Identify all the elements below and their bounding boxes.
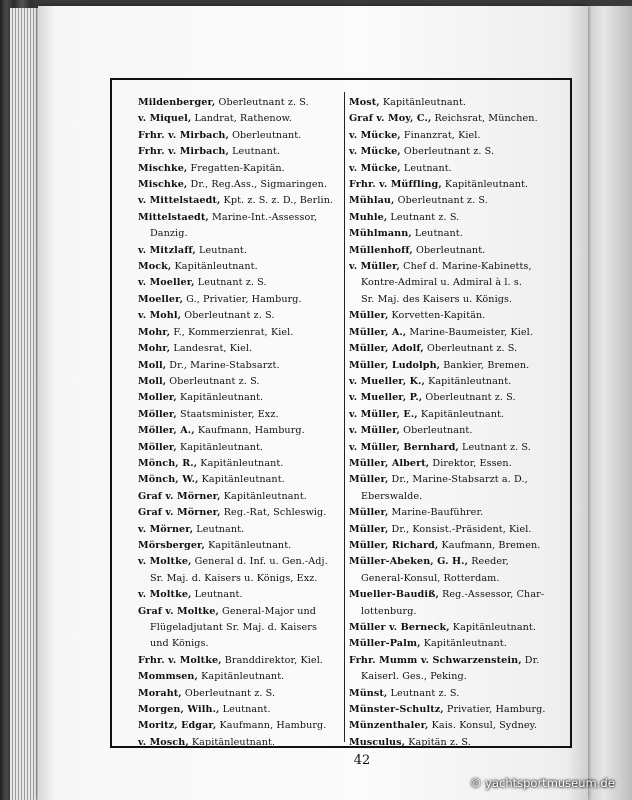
entry-details: Leutnant. [228,146,281,158]
directory-entry [138,243,343,259]
entry-details: Leutnant z. S. [458,441,531,453]
entry-details: Leutnant z. S. [387,211,460,223]
directory-entry [138,669,343,685]
entry-name: Mischke, [138,179,188,191]
entry-name: Möller, [138,441,177,453]
entry-name: v. Mohl, [138,310,182,322]
directory-entry [138,275,343,291]
entry-name: Graf v. Moy, C., [349,113,432,125]
entry-details: Kaufmann, Hamburg. [194,425,305,437]
entry-name: v. Mittelstaedt, [138,195,221,207]
entry-details: Kapitänleutnant. [197,457,284,469]
entry-details: Reg.-Assessor, Char- [438,589,545,601]
entry-name: Müller, [349,523,389,535]
entry-details: General-Major und [218,605,316,617]
directory-entry [349,554,575,570]
entry-name: v. Moltke, [138,556,192,568]
entry-details: Eberswalde. [361,490,423,502]
directory-entry [349,653,575,669]
entry-details: Finanzrat, Kiel. [400,129,481,141]
directory-entry [138,472,343,488]
directory-entry [349,505,575,521]
entry-details: F., Kommerzienrat, Kiel. [170,326,294,338]
entry-name: Müller-Palm, [349,638,421,650]
entry-name: Müller, Richard, [349,539,439,551]
entry-details: Korvetten-Kapitän. [388,310,486,322]
directory-entry [138,505,343,521]
entry-details: Leutnant. [191,589,243,601]
directory-entry [138,440,343,456]
entry-details: Chef d. Marine-Kabinetts, [399,261,532,273]
directory-entry-continuation [349,275,575,291]
entry-details: Oberleutnant z. S. [423,343,518,355]
column-divider [344,92,345,742]
directory-entry [138,604,343,620]
directory-entry [138,686,343,702]
entry-details: Kaiserl. Ges., Peking. [361,671,467,683]
entry-name: Mörsberger, [138,539,205,551]
directory-entry-continuation [349,571,575,587]
entry-details: Sr. Maj. d. Kaisers u. Königs, Exz. [150,572,318,584]
entry-name: v. Mosch, [138,736,189,748]
directory-entry [138,358,343,374]
entry-details: Kapitänleutnant. [198,474,285,486]
directory-entry [349,243,575,259]
entry-name: Mönch, W., [138,474,199,486]
entry-name: Mueller-Baudiß, [349,589,439,601]
directory-entry [349,193,575,209]
directory-entry [138,702,343,718]
directory-entry-continuation [138,226,343,242]
entry-name: Müller, [349,310,389,322]
entry-details: Oberleutnant z. S. [215,97,309,108]
directory-entry [138,407,343,423]
entry-name: Müller, Ludolph, [349,359,441,371]
entry-name: v. Miquel, [138,113,192,125]
directory-entry [349,538,575,554]
directory-entry [349,111,575,127]
entry-name: Moritz, Edgar, [138,720,217,732]
entry-details: Reeder, [468,556,509,568]
directory-entry-continuation [349,669,575,685]
entry-details: Kapitänleutnant. [379,97,467,108]
directory-entry [349,358,575,374]
entry-name: Münzenthaler, [349,720,429,732]
entry-name: Müllenhoff, [349,244,413,256]
entry-name: Mühlmann, [349,228,412,240]
entry-name: Mönch, R., [138,457,198,469]
entry-details: Branddirektor, Kiel. [221,654,324,666]
entry-details: Marine-Int.-Assessor, [208,211,318,223]
entry-details: Kapitänleutnant. [420,638,507,650]
entry-name: Möller, A., [138,425,195,437]
entry-details: Landesrat, Kiel. [170,343,253,355]
facing-page-edge [585,6,632,800]
directory-entry [138,177,343,193]
book-page-edges [10,8,40,800]
entry-details: General d. Inf. u. Gen.-Adj. [191,556,328,568]
directory-entry [138,374,343,390]
entry-name: Mittelstaedt, [138,211,209,223]
entry-details: Kapitänleutnant. [176,392,264,404]
entry-name: Frhr. Mumm v. Schwarzenstein, [349,654,522,666]
entry-details: Kapitänleutnant. [197,671,285,683]
directory-entry [138,308,343,324]
entry-details: General-Konsul, Rotterdam. [361,572,500,584]
directory-entry [349,390,575,406]
right-column [349,95,575,751]
entry-details: Kaufmann, Hamburg. [216,720,327,732]
entry-name: Graf v. Mörner, [138,490,221,502]
entry-details: Leutnant. [219,704,271,716]
entry-name: Müller, Albert, [349,457,430,469]
entry-name: Müller, [349,507,389,519]
directory-entry [138,210,343,226]
entry-details: Leutnant z. S. [194,277,267,289]
directory-entry [138,554,343,570]
entry-details: Oberleutnant z. S. [166,375,260,387]
entry-details: Kapitän z. S. [405,736,471,748]
entry-details: G., Privatier, Hamburg. [183,293,302,305]
entry-details: Fregatten-Kapitän. [187,162,285,174]
entry-details: Bankier, Bremen. [440,359,530,371]
directory-entry [138,587,343,603]
page-number: 42 [353,753,371,768]
entry-name: Müller-Abeken, G. H., [349,556,469,568]
entry-name: v. Mücke, [349,146,401,158]
entry-details: Oberleutnant. [399,425,473,437]
entry-name: v. Moeller, [138,277,195,289]
entry-details: Oberleutnant z. S. [181,687,276,699]
entry-name: Frhr. v. Mirbach, [138,146,229,158]
entry-details: Leutnant. [400,162,452,174]
directory-entry [138,423,343,439]
directory-entry [138,538,343,554]
entry-details: Oberleutnant z. S. [422,392,516,404]
directory-entry [138,95,343,111]
entry-name: Moeller, [138,293,184,305]
entry-details: Kapitänleutnant. [204,539,292,551]
directory-entry-continuation [349,292,575,308]
directory-entry [349,702,575,718]
directory-entry [138,341,343,357]
directory-entry [138,718,343,734]
entry-details: Leutnant z. S. [387,687,460,699]
entry-name: v. Mücke, [349,162,401,174]
entry-name: v. Müller, E., [349,408,418,420]
entry-details: Dr., Marine-Stabsarzt a. D., [388,474,528,486]
directory-entry [349,440,575,456]
entry-name: Müller, [349,474,389,486]
entry-details: Kapitänleutnant. [220,490,307,502]
entry-details: lottenburg. [361,605,417,617]
entry-details: Oberleutnant z. S. [394,195,488,207]
entry-details: Dr. [521,654,540,666]
entry-name: Graf v. Moltke, [138,605,219,617]
entry-name: Müller v. Berneck, [349,622,450,633]
entry-details: Marine-Baumeister, Kiel. [406,326,534,338]
directory-entry [138,325,343,341]
directory-entry [349,587,575,603]
directory-entry [138,128,343,144]
directory-entry [138,111,343,127]
directory-entry [349,177,575,193]
directory-entry [349,210,575,226]
directory-entry-continuation [349,604,575,620]
directory-entry [349,472,575,488]
entry-name: v. Mücke, [349,129,401,141]
entry-details: Kpt. z. S. z. D., Berlin. [220,195,334,207]
entry-details: Oberleutnant z. S. [181,310,275,322]
directory-entry [349,423,575,439]
entry-details: und Königs. [150,638,209,650]
entry-details: Staatsminister, Exz. [176,408,279,420]
entry-details: Leutnant. [193,523,245,535]
entry-name: Moller, [138,392,177,404]
entry-name: Frhr. v. Mirbach, [138,129,229,141]
directory-entry [138,522,343,538]
entry-name: Moll, [138,375,167,387]
directory-entry [349,259,575,275]
directory-entry [349,95,575,111]
directory-entry [349,620,575,636]
directory-entry [138,292,343,308]
directory-entry [349,636,575,652]
entry-name: Mommsen, [138,671,198,683]
entry-details: Dr., Reg.Ass., Sigmaringen. [187,179,328,191]
entry-name: Morgen, Wilh., [138,704,220,716]
entry-details: Kapitänleutnant. [188,736,276,748]
entry-details: Dr., Konsist.-Präsident, Kiel. [388,523,532,535]
directory-entry [349,407,575,423]
entry-name: v. Mörner, [138,523,194,535]
entry-details: Reichsrat, München. [431,113,538,125]
directory-entry [138,390,343,406]
entry-name: Müller, Adolf, [349,343,424,355]
entry-name: v. Müller, [349,261,400,273]
directory-entry [349,735,575,751]
directory-entry [138,489,343,505]
directory-entry [349,128,575,144]
entry-name: Mischke, [138,162,188,174]
directory-entry [138,161,343,177]
entry-name: Musculus, [349,736,406,748]
entry-details: Reg.-Rat, Schleswig. [220,507,327,519]
directory-entry [349,161,575,177]
entry-name: v. Moltke, [138,589,192,601]
directory-entry [349,325,575,341]
entry-name: Mohr, [138,326,171,338]
entry-details: Danzig. [150,228,188,240]
directory-entry [138,653,343,669]
entry-name: Mohr, [138,343,171,355]
entry-name: Münster-Schultz, [349,704,444,716]
entry-name: Moraht, [138,687,182,699]
directory-entry [349,374,575,390]
entry-details: Kapitänleutnant. [417,408,505,420]
entry-details: Kaufmann, Bremen. [438,539,541,551]
entry-details: Kapitänleutnant. [449,622,537,633]
entry-name: v. Mueller, P., [349,392,423,404]
entry-details: Kapitänleutnant. [171,261,258,273]
directory-entry [138,193,343,209]
entry-name: Möller, [138,408,177,420]
directory-entry [138,259,343,275]
entry-details: Kais. Konsul, Sydney. [428,720,538,732]
directory-entry-continuation [138,636,343,652]
directory-entry [138,456,343,472]
entry-details: Kontre-Admiral u. Admiral à l. s. [361,277,523,289]
directory-entry-continuation [138,620,343,636]
entry-name: v. Mitzlaff, [138,244,196,256]
entry-details: Oberleutnant. [412,244,486,256]
watermark: © yachtsportmuseum.de [470,776,615,790]
directory-entry [138,144,343,160]
entry-name: Moll, [138,359,167,371]
directory-entry [349,226,575,242]
entry-name: Muhle, [349,211,388,223]
left-column [138,95,343,751]
entry-name: Graf v. Mörner, [138,507,221,519]
entry-details: Landrat, Rathenow. [191,113,292,125]
entry-details: Oberleutnant. [228,129,302,141]
directory-entry [138,735,343,751]
entry-name: Mildenberger, [138,97,216,108]
entry-details: Kapitänleutnant. [424,375,512,387]
directory-entry-continuation [349,489,575,505]
entry-name: Müller, A., [349,326,407,338]
directory-entry [349,308,575,324]
entry-details: Flügeladjutant Sr. Maj. d. Kaisers [150,622,317,633]
directory-entry [349,522,575,538]
entry-name: Mühlau, [349,195,395,207]
entry-details: Sr. Maj. des Kaisers u. Königs. [361,293,513,305]
entry-details: Leutnant. [411,228,463,240]
entry-details: Marine-Bauführer. [388,507,484,519]
directory-entry-continuation [138,571,343,587]
directory-entry [349,456,575,472]
directory-entry [349,144,575,160]
entry-details: Privatier, Hamburg. [443,704,546,716]
entry-name: Frhr. v. Moltke, [138,654,222,666]
entry-name: Mock, [138,261,172,273]
directory-entry [349,341,575,357]
entry-details: Kapitänleutnant. [441,179,529,191]
entry-details: Direktor, Essen. [429,457,512,469]
entry-name: Frhr. v. Müffling, [349,179,442,191]
directory-entry [349,718,575,734]
entry-name: v. Mueller, K., [349,375,425,387]
entry-details: Leutnant. [195,244,248,256]
entry-details: Oberleutnant z. S. [400,146,495,158]
entry-name: Most, [349,97,380,108]
entry-name: v. Müller, [349,425,400,437]
directory-entry [349,686,575,702]
entry-name: v. Müller, Bernhard, [349,441,459,453]
entry-name: Münst, [349,687,388,699]
entry-details: Kapitänleutnant. [176,441,264,453]
entry-details: Dr., Marine-Stabsarzt. [166,359,280,371]
